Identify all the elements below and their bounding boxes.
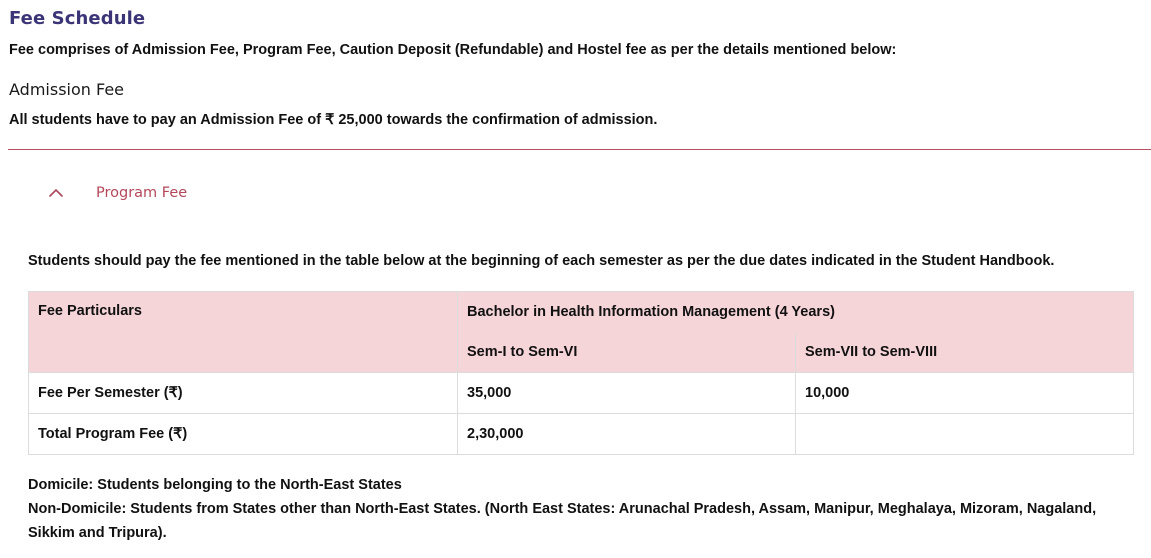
chevron-up-icon[interactable] xyxy=(46,183,66,203)
row-label: Total Program Fee (₹) xyxy=(29,414,458,455)
program-fee-accordion-toggle[interactable] xyxy=(40,178,340,208)
row-label: Fee Per Semester (₹) xyxy=(29,373,458,414)
page-title: Fee Schedule xyxy=(9,8,146,29)
program-fee-paragraph: Students should pay the fee mentioned in the table below at the beginning of each semester as per the due dates indicated in the Student Handbook. xyxy=(28,253,1055,269)
cell-value: 35,000 xyxy=(458,373,796,414)
header-program-name: Bachelor in Health Information Management (4 Years) xyxy=(458,292,1134,333)
admission-fee-heading: Admission Fee xyxy=(9,80,124,99)
table-row xyxy=(29,414,1134,455)
header-sem-1-6: Sem-I to Sem-VI xyxy=(458,332,796,373)
intro-text: Fee comprises of Admission Fee, Program Fee, Caution Deposit (Refundable) and Hostel fee as per the details mentioned below: xyxy=(9,42,897,58)
table-row xyxy=(29,373,1134,414)
cell-value: 10,000 xyxy=(796,373,1134,414)
header-sem-7-8: Sem-VII to Sem-VIII xyxy=(796,332,1134,373)
section-divider xyxy=(8,149,1151,150)
program-fee-accordion-label[interactable]: Program Fee xyxy=(96,185,188,201)
domicile-note: Domicile: Students belonging to the North-East States xyxy=(28,477,402,493)
program-fee-table xyxy=(28,291,1134,455)
cell-value: 2,30,000 xyxy=(458,414,796,455)
header-fee-particulars: Fee Particulars xyxy=(29,292,458,373)
non-domicile-note: Non-Domicile: Students from States other than North-East States. (North East States: Arunachal Pradesh, Assam, Manipur, Meghalaya, Mizoram, Nagaland, Sikkim and Tripura). xyxy=(28,501,1097,541)
cell-value xyxy=(796,414,1134,455)
table-header-row xyxy=(29,292,1134,333)
admission-fee-text: All students have to pay an Admission Fee of ₹ 25,000 towards the confirmation of admission. xyxy=(9,112,658,128)
domicile-notes xyxy=(28,473,1108,545)
